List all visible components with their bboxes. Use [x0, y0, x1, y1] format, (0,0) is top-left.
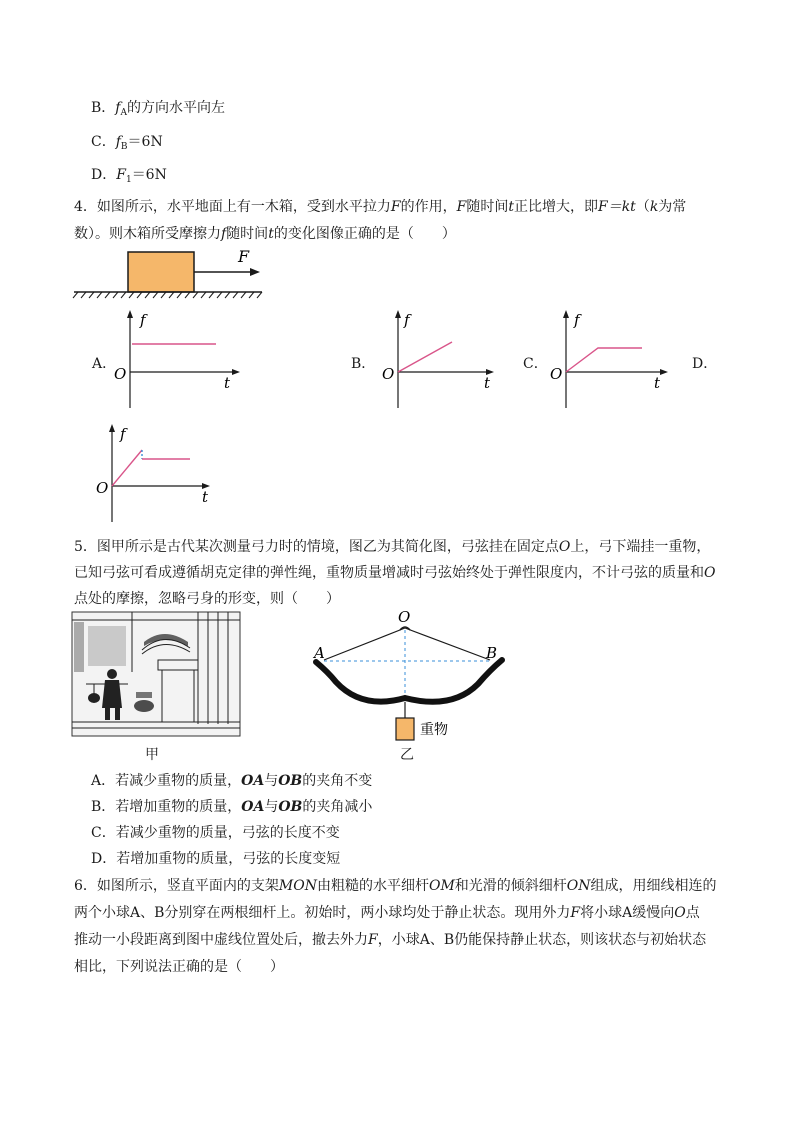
- q3-option-c: C．$f_B=6N$: [91, 134, 163, 152]
- graph-b: [380, 308, 510, 410]
- q6-stem-line2: 两个小球A、B分别穿在两根细杆上。初始时，两小球均处于静止状态。现用外力F将小球A缓慢向O点: [74, 905, 700, 921]
- graph-b-y-arrow: [395, 310, 401, 318]
- q5-stem-line3: 点处的摩擦，忽略弓身的形变，则（ ）: [74, 591, 340, 607]
- graph-d-y-label: f: [120, 425, 126, 443]
- force-arrow-head: [250, 268, 260, 276]
- q6-stem-line4: 相比，下列说法正确的是（ ）: [74, 959, 284, 975]
- point-a-label: A: [314, 644, 325, 662]
- q4-stem-line2: 数）。则木箱所受摩擦力f随时间t的变化图像正确的是（ ）: [74, 226, 456, 242]
- force-label: F: [238, 247, 250, 266]
- q5-stem-line1: 5．图甲所示是古代某次测量弓力时的情境，图乙为其简化图，弓弦挂在固定点O上，弓下端挂一重物，: [74, 539, 711, 555]
- q6-stem-line3: 推动一小段距离到图中虚线位置处后，撤去外力F，小球A、B仍能保持静止状态，则该状态与初始状态: [74, 932, 707, 948]
- weight-block: [396, 718, 414, 740]
- graph-d-x-label: t: [202, 488, 209, 506]
- graph-a-y-arrow: [127, 310, 133, 318]
- graph-d: [94, 422, 224, 524]
- q6-stem-line1: 6．如图所示，竖直平面内的支架MON由粗糙的水平细杆OM和光滑的倾斜细杆ON组成，用细线相连的: [74, 878, 717, 894]
- graph-c-x-label: t: [654, 374, 661, 392]
- point-o-label: O: [398, 608, 411, 626]
- bow-body: [316, 660, 502, 702]
- q4-option-c-label: C．: [523, 356, 548, 372]
- wooden-box: [128, 252, 194, 292]
- q5-option-d: D．若增加重物的质量，弓弦的长度变短: [91, 851, 341, 867]
- q4-stem-line1: 4．如图所示，水平地面上有一木箱，受到水平拉力F的作用，F随时间t正比增大，即F＝kt（k为常: [74, 199, 687, 215]
- graph-b-y-label: f: [404, 311, 410, 329]
- q3-option-d: D．$F_1=6N$: [91, 167, 167, 185]
- graph-c-curve: [566, 348, 642, 372]
- q4-option-a-label: A．: [92, 356, 117, 372]
- graph-b-curve: [398, 342, 452, 372]
- graph-d-origin: O: [96, 479, 109, 497]
- q5-stem-line2: 已知弓弦可看成遵循胡克定律的弹性绳，重物质量增减时弓弦始终处于弹性限度内，不计弓弦的质量和O: [74, 565, 716, 581]
- ground-hatching: [73, 292, 262, 298]
- weight-label: 重物: [420, 722, 448, 738]
- graph-d-curve-rise: [112, 450, 142, 486]
- graph-a-x-label: t: [224, 374, 231, 392]
- q5-option-b: B．若增加重物的质量，OA与OB的夹角减小: [91, 799, 373, 815]
- graph-c-y-label: f: [574, 311, 580, 329]
- graph-d-y-arrow: [109, 424, 115, 432]
- graph-a: [112, 308, 242, 410]
- string-oa: [324, 628, 405, 660]
- q5-option-c: C．若减少重物的质量，弓弦的长度不变: [91, 825, 340, 841]
- q4-box-diagram: [72, 246, 267, 298]
- illustration-jia: [72, 612, 240, 736]
- caption-jia: 甲: [145, 747, 159, 763]
- point-b-label: B: [486, 644, 498, 662]
- q5-option-a: A．若减少重物的质量，OA与OB的夹角不变: [91, 773, 373, 789]
- graph-b-x-label: t: [484, 374, 491, 392]
- graph-a-x-arrow: [232, 369, 240, 375]
- graph-c-origin: O: [550, 365, 563, 383]
- graph-b-origin: O: [382, 365, 395, 383]
- graph-c: [548, 308, 678, 410]
- q4-option-b-label: B．: [351, 356, 376, 372]
- string-ob: [405, 628, 490, 660]
- q3-option-b: B．$f_A$的方向水平向左: [91, 100, 225, 118]
- graph-c-x-arrow: [660, 369, 668, 375]
- graph-c-y-arrow: [563, 310, 569, 318]
- caption-yi: 乙: [400, 747, 414, 763]
- q4-option-d-label: D．: [692, 356, 718, 372]
- graph-a-y-label: f: [140, 311, 146, 329]
- graph-a-origin: O: [114, 365, 127, 383]
